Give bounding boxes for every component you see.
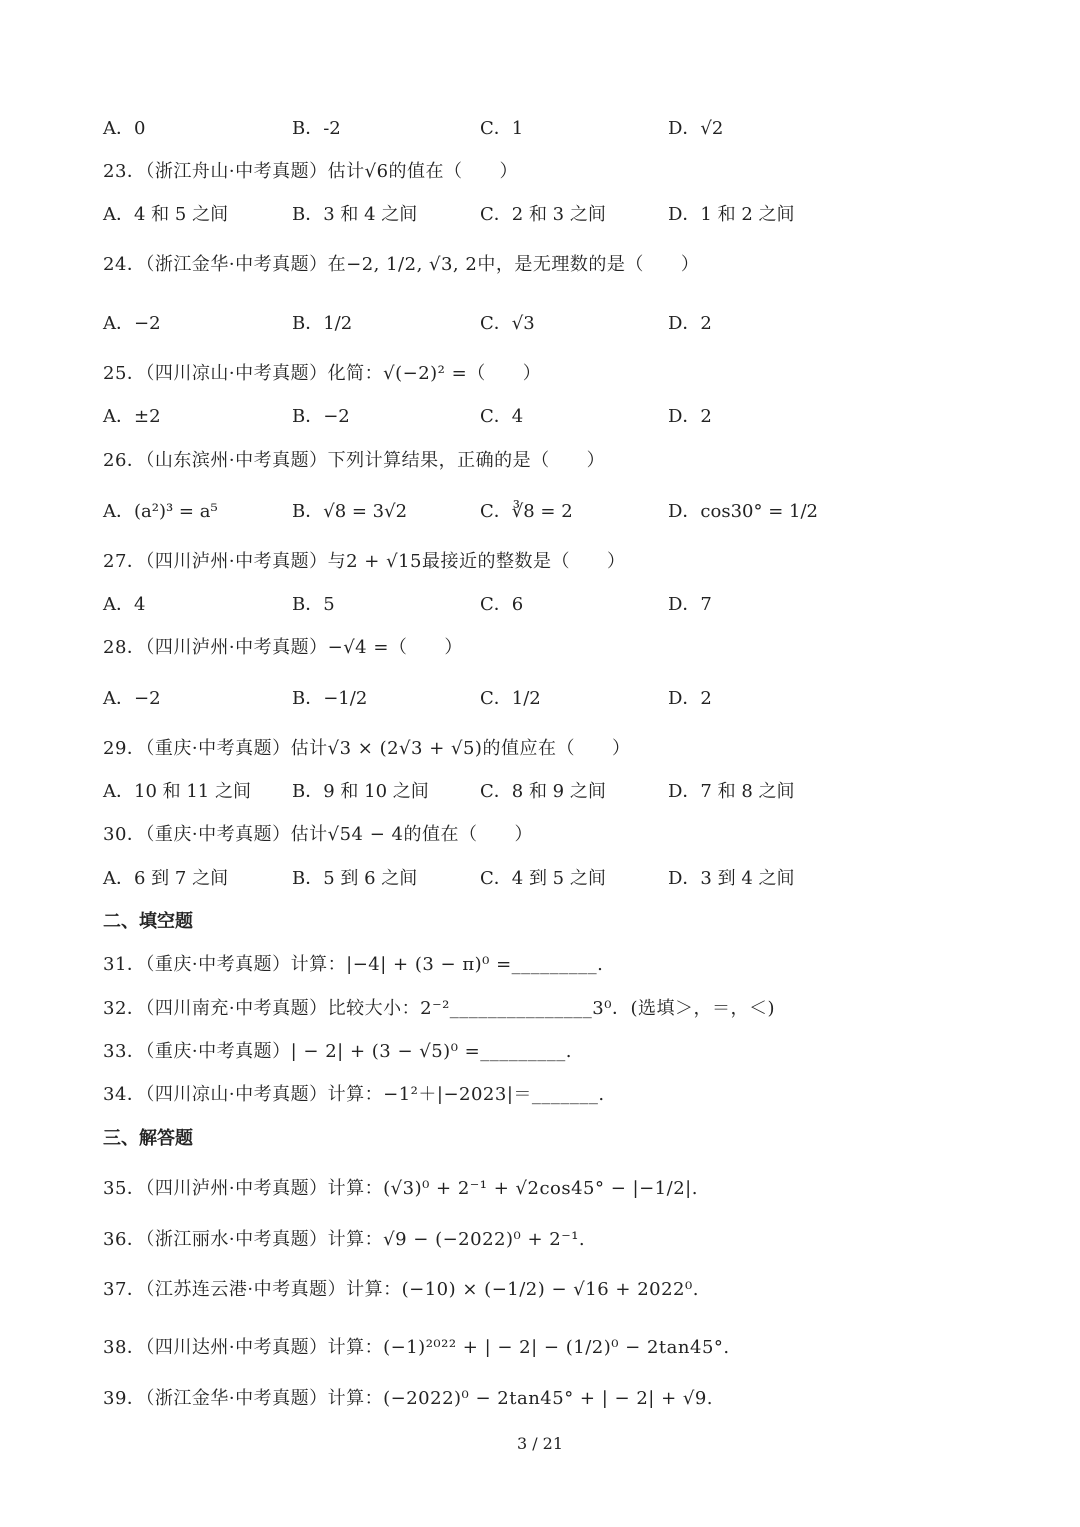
question-30-stem: 30．（重庆·中考真题）估计√54 − 4的值在（ ） bbox=[103, 824, 533, 845]
question-39: 39．（浙江金华·中考真题）计算：(−2022)⁰ − 2tan45° + | − 2| + √9. bbox=[103, 1388, 714, 1409]
option-a: A．4 和 5 之间 bbox=[103, 204, 229, 225]
section-answer-title: 三、解答题 bbox=[103, 1128, 193, 1149]
question-33: 33．（重庆·中考真题）| − 2| + (3 − √5)⁰ =_________. bbox=[103, 1041, 572, 1062]
page-number: 3 / 21 bbox=[516, 1434, 564, 1453]
option-a: A．0 bbox=[103, 118, 146, 139]
option-d: D．7 bbox=[668, 594, 712, 615]
question-31: 31．（重庆·中考真题）计算：|−4| + (3 − π)⁰ =_________. bbox=[103, 954, 604, 975]
question-34: 34．（四川凉山·中考真题）计算：−1²＋|−2023|＝_______. bbox=[103, 1084, 605, 1105]
question-25-stem: 25．（四川凉山·中考真题）化简：√(−2)² =（ ） bbox=[103, 363, 542, 384]
option-d: D．cos30° = 1/2 bbox=[668, 501, 818, 522]
option-c: C．4 到 5 之间 bbox=[480, 868, 606, 889]
option-a: A．10 和 11 之间 bbox=[103, 781, 251, 802]
option-a: A．(a²)³ = a⁵ bbox=[103, 501, 218, 522]
question-37: 37．（江苏连云港·中考真题）计算：(−10) × (−1/2) − √16 + 2022⁰. bbox=[103, 1279, 699, 1300]
option-c: C．8 和 9 之间 bbox=[480, 781, 606, 802]
option-d: D．2 bbox=[668, 313, 712, 334]
option-a: A．−2 bbox=[103, 688, 161, 709]
question-38: 38．（四川达州·中考真题）计算：(−1)²⁰²² + | − 2| − (1/2)⁰ − 2tan45°. bbox=[103, 1337, 730, 1358]
option-d: D．3 到 4 之间 bbox=[668, 868, 795, 889]
option-b: B．5 bbox=[292, 594, 335, 615]
option-d: D．7 和 8 之间 bbox=[668, 781, 795, 802]
option-c: C．1 bbox=[480, 118, 524, 139]
option-b: B．−2 bbox=[292, 406, 350, 427]
option-b: B．1/2 bbox=[292, 313, 353, 334]
option-c: C．4 bbox=[480, 406, 524, 427]
option-d: D．1 和 2 之间 bbox=[668, 204, 795, 225]
option-c: C．2 和 3 之间 bbox=[480, 204, 606, 225]
question-27-stem: 27．（四川泸州·中考真题）与2 + √15最接近的整数是（ ） bbox=[103, 551, 626, 572]
option-c: C．6 bbox=[480, 594, 524, 615]
section-fill-in-title: 二、填空题 bbox=[103, 911, 193, 932]
question-29-stem: 29．（重庆·中考真题）估计√3 × (2√3 + √5)的值应在（ ） bbox=[103, 738, 631, 759]
question-32: 32．（四川南充·中考真题）比较大小：2⁻²_______________3⁰．(选填＞，＝，＜) bbox=[103, 998, 776, 1019]
option-c: C．∛8 = 2 bbox=[480, 501, 573, 522]
option-a: A．6 到 7 之间 bbox=[103, 868, 229, 889]
option-b: B．9 和 10 之间 bbox=[292, 781, 429, 802]
question-35: 35．（四川泸州·中考真题）计算：(√3)⁰ + 2⁻¹ + √2cos45° − |−1/2|. bbox=[103, 1178, 698, 1199]
question-26-stem: 26．（山东滨州·中考真题）下列计算结果，正确的是（ ） bbox=[103, 450, 606, 471]
option-a: A．4 bbox=[103, 594, 146, 615]
question-23-stem: 23．（浙江舟山·中考真题）估计√6的值在（ ） bbox=[103, 161, 519, 182]
option-c: C．√3 bbox=[480, 313, 535, 334]
option-d: D．2 bbox=[668, 406, 712, 427]
option-b: B．√8 = 3√2 bbox=[292, 501, 408, 522]
question-36: 36．（浙江丽水·中考真题）计算：√9 − (−2022)⁰ + 2⁻¹. bbox=[103, 1229, 586, 1250]
option-b: B．5 到 6 之间 bbox=[292, 868, 418, 889]
option-b: B．−1/2 bbox=[292, 688, 368, 709]
option-d: D．√2 bbox=[668, 118, 724, 139]
option-a: A．±2 bbox=[103, 406, 161, 427]
question-24-stem: 24．（浙江金华·中考真题）在−2, 1/2, √3, 2中，是无理数的是（ ） bbox=[103, 254, 700, 275]
option-d: D．2 bbox=[668, 688, 712, 709]
option-b: B．3 和 4 之间 bbox=[292, 204, 418, 225]
question-28-stem: 28．（四川泸州·中考真题）−√4 =（ ） bbox=[103, 637, 463, 658]
option-a: A．−2 bbox=[103, 313, 161, 334]
option-c: C．1/2 bbox=[480, 688, 541, 709]
option-b: B．-2 bbox=[292, 118, 341, 139]
